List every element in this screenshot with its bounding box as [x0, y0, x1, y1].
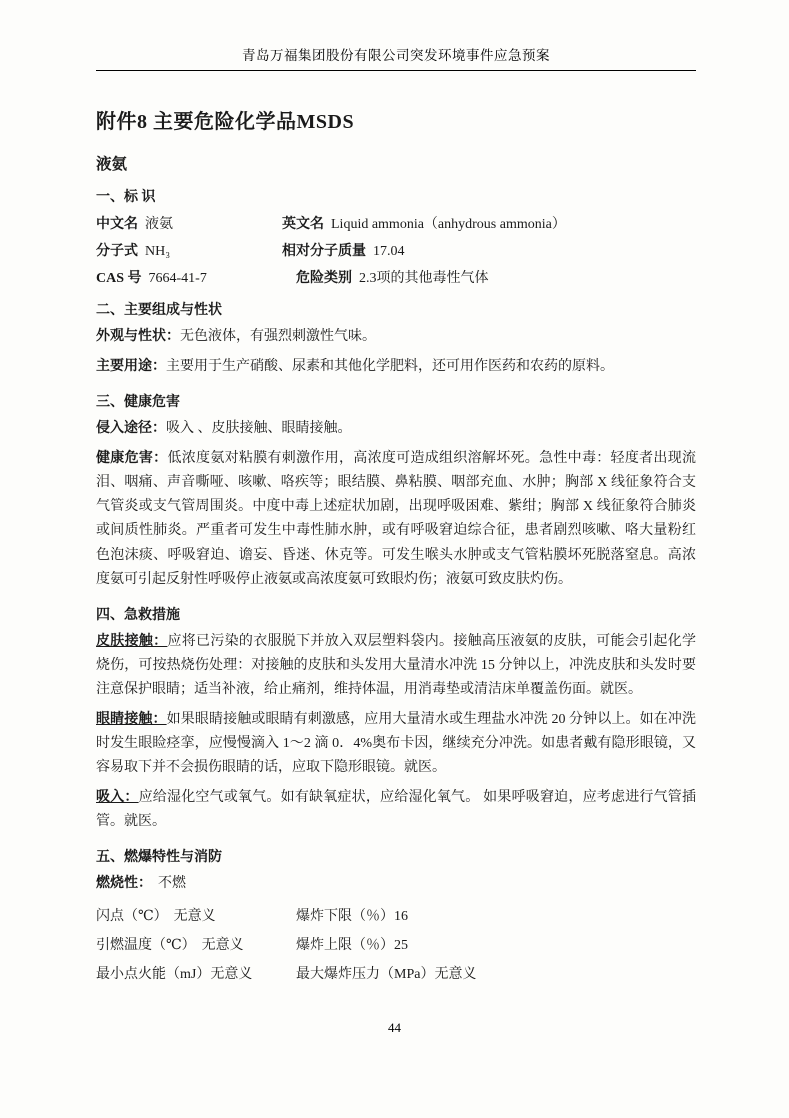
- formula-field: [96, 240, 282, 260]
- row-cas: [96, 267, 696, 287]
- flash-point-field: [96, 905, 296, 925]
- row-formula: [96, 240, 696, 260]
- inhalation-paragraph: [96, 786, 696, 834]
- molar-mass-value: 17.04: [373, 244, 405, 259]
- en-name-label: 英文名: [282, 217, 324, 232]
- health-hazard-value: 低浓度氨对粘膜有刺激作用，高浓度可造成组织溶解坏死。急性中毒：轻度者出现流泪、咽痛、声音嘶哑、咳嗽、咯疾等；眼结膜、鼻粘膜、咽部充血、水肿；胸部 X 线征象符合支气管炎或支气管周围炎。中度中毒上述症状加剧，出现呼吸困难、紫绀；胸部 X 线征象符合肺炎或间质性肺炎。严重者可发生中毒性肺水肿，或有呼吸窘迫综合征，患者剧烈咳嗽、咯大量粉红色泡沫痰、呼吸窘迫、谵妄、昏迷、休克等。可发生喉头水肿或支气管粘膜坏死脱落窒息。高浓度氨可引起反射性呼吸停止液氨或高浓度氨可致眼灼伤；液氨可致皮肤灼伤。: [96, 451, 697, 587]
- cas-value: 7664-41-7: [148, 271, 207, 286]
- appearance-label: 外观与性状：: [96, 329, 180, 344]
- eye-contact-paragraph: [96, 708, 696, 780]
- flammability-paragraph: [96, 872, 696, 896]
- ignition-temperature-label: 引燃温度（℃）: [96, 938, 196, 954]
- max-explosion-pressure: 最大爆炸压力（MPa）无意义: [296, 967, 477, 983]
- ignition-temperature-value: 无意义: [201, 938, 244, 954]
- cas-field: [96, 267, 296, 287]
- ignition-temperature-field: [96, 934, 296, 954]
- row-names: [96, 213, 696, 233]
- skin-contact-value: 应将已污染的衣服脱下并放入双层塑料袋内。接触高压液氨的皮肤，可能会引起化学烧伤，可按热烧伤处理：对接触的皮肤和头发用大量清水冲洗 15 分钟以上，冲洗皮肤和头发时要注意保护眼睛；适当补液，给止痛剂，维持体温，用消毒垫或清洁床单覆盖伤面。就医。: [96, 633, 697, 697]
- flammability-value: 不燃: [158, 876, 186, 892]
- appearance-paragraph: [96, 325, 696, 349]
- upper-explosion-limit: 爆炸上限（％）25: [296, 938, 408, 954]
- appearance-value: 无色液体，有强烈刺激性气味。: [180, 329, 376, 344]
- health-hazard-paragraph: [96, 447, 696, 591]
- hazard-class-label: 危险类别: [296, 271, 352, 286]
- exposure-route-value: 吸入 、皮肤接触、眼睛接触。: [166, 421, 352, 437]
- page-number: 44: [388, 1020, 401, 1035]
- molar-mass-label: 相对分子质量: [282, 244, 366, 259]
- cn-name-value: 液氨: [145, 217, 173, 232]
- section-heading-fire: 五、燃爆特性与消防: [96, 850, 222, 866]
- row-min-ignition-energy: [96, 963, 696, 983]
- row-ignition-temperature: [96, 934, 696, 954]
- section-heading-composition: 二、主要组成与性状: [96, 303, 222, 318]
- formula-value: NH₃: [145, 244, 171, 259]
- cn-name-label: 中文名: [96, 217, 138, 232]
- chemical-name-heading: 液氨: [96, 156, 128, 173]
- flash-point-value: 无意义: [173, 909, 216, 925]
- page-content: [96, 44, 696, 992]
- section-heading-identification: 一、标 识: [96, 190, 156, 205]
- section-heading-first-aid: 四、急救措施: [96, 607, 180, 623]
- uses-value: 主要用于生产硝酸、尿素和其他化学肥料，还可用作医药和农药的原料。: [166, 359, 614, 375]
- section-heading-health: 三、健康危害: [96, 395, 180, 411]
- hazard-class-value: 2.3项的其他毒性气体: [359, 271, 489, 286]
- skin-contact-paragraph: [96, 630, 696, 702]
- en-name-field: [282, 213, 566, 233]
- uses-label: 主要用途：: [96, 359, 166, 375]
- eye-contact-label: 眼睛接触：: [96, 711, 167, 727]
- inhalation-value: 应给湿化空气或氧气。如有缺氧症状，应给湿化氧气。 如果呼吸窘迫，应考虑进行气管插管。就医。: [96, 790, 696, 830]
- hazard-class-field: [296, 267, 489, 287]
- eye-contact-value: 如果眼睛接触或眼睛有刺激感，应用大量清水或生理盐水冲洗 20 分钟以上。如在冲洗时发生眼睑痉挛，应慢慢滴入 1～2 滴 0．4%奥布卡因，继续充分冲洗。如患者戴有隐形眼镜，又容易取下并不会损伤眼睛的话，应取下隐形眼镜。就医。: [96, 711, 697, 776]
- uses-paragraph: [96, 355, 696, 379]
- flammability-label: 燃烧性：: [96, 876, 152, 892]
- en-name-value: Liquid ammonia（anhydrous ammonia）: [331, 217, 566, 232]
- exposure-route-paragraph: [96, 417, 696, 441]
- flash-point-label: 闪点（℃）: [96, 909, 168, 925]
- min-ignition-energy: 最小点火能（mJ）无意义: [96, 967, 253, 983]
- lower-explosion-limit: 爆炸下限（％）16: [296, 909, 408, 925]
- skin-contact-label: 皮肤接触：: [96, 633, 168, 649]
- page-title: 附件8 主要危险化学品MSDS: [96, 111, 355, 133]
- exposure-route-label: 侵入途径：: [96, 421, 166, 437]
- running-header: 青岛万福集团股份有限公司突发环境事件应急预案: [96, 44, 696, 71]
- row-flash-point: [96, 905, 696, 925]
- inhalation-label: 吸入：: [96, 790, 139, 806]
- cas-label: CAS 号: [96, 271, 142, 286]
- molar-mass-field: [282, 240, 405, 260]
- formula-label: 分子式: [96, 244, 138, 259]
- health-hazard-label: 健康危害：: [96, 451, 168, 467]
- cn-name-field: [96, 213, 282, 233]
